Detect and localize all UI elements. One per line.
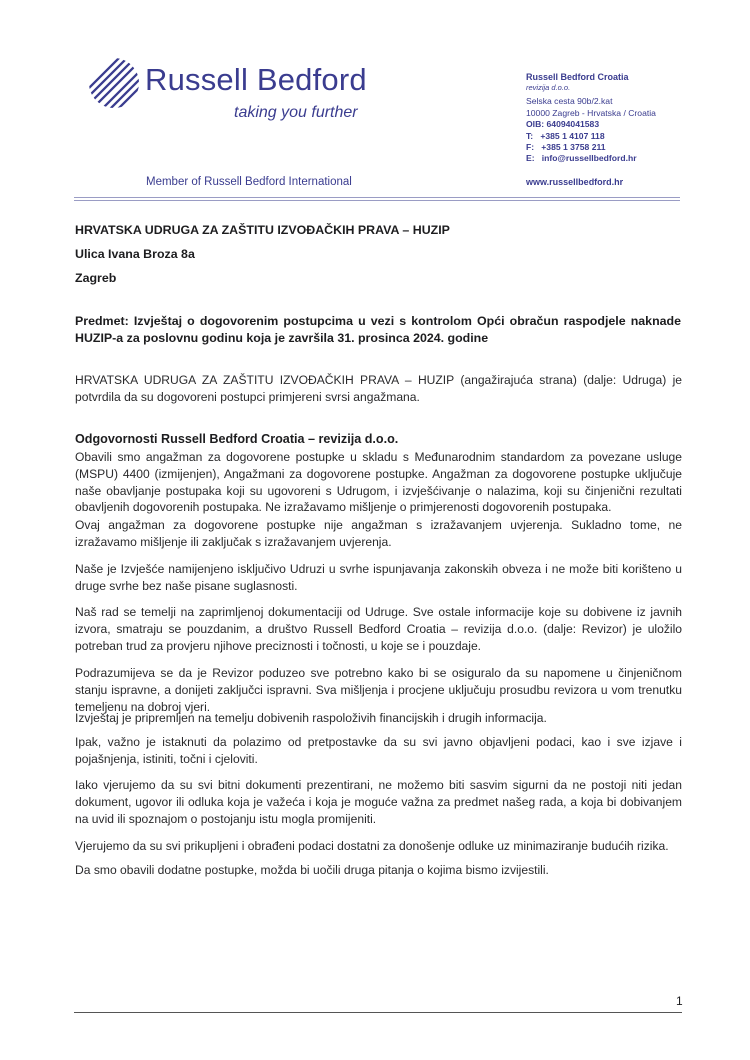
recipient-city: Zagreb — [75, 271, 117, 285]
contact-block — [526, 72, 656, 165]
body-paragraph: Obavili smo angažman za dogovorene postupke u skladu s Međunarodnim standardom za povezane usluge (MSPU) 4400 (izmijenjen), Angažmani za dogovorene postupke. Angažman za dogovorene postupke uključuje naše obavljanje postupaka koji su ugovoreni s Udrugom, i izvješćivanje o nalazima, koji su činjenični rezultati obavljenih dogovorenih postupaka. Ne izražavamo mišljenje o primjerenosti dogovorenih postupaka. — [75, 450, 682, 515]
subject-line: Predmet: Izvještaj o dogovorenim postupcima u vezi s kontrolom Opći obračun raspodjele naknade HUZIP-a za poslovnu godinu koja je završila 31. prosinca 2024. godine — [75, 314, 681, 345]
contact-tel: T: +385 1 4107 118 — [526, 130, 605, 141]
contact-fax: F: +385 1 3758 211 — [526, 142, 606, 153]
section-title: Odgovornosti Russell Bedford Croatia – revizija d.o.o. — [75, 432, 399, 446]
website-link[interactable]: www.russellbedford.hr — [526, 177, 624, 187]
contact-firm: Russell Bedford Croatia — [526, 72, 629, 82]
body-paragraph: Naše je Izvješće namijenjeno isključivo Udruzi u svrhe ispunjavanja zakonskih obveza i ne može biti korišteno u druge svrhe bez naše pisane suglasnosti. — [75, 562, 682, 593]
header-divider — [74, 197, 680, 198]
body-paragraph: Vjerujemo da su svi prikupljeni i obrađeni podaci dostatni za donošenje odluke uz minimaziranje budućih rizika. — [75, 839, 669, 853]
body-paragraph: Izvještaj je pripremljen na temelju dobivenih raspoloživih financijskih i drugih informacija. — [75, 711, 547, 725]
contact-firm-sub: revizija d.o.o. — [526, 83, 571, 93]
body-paragraph: Ipak, važno je istaknuti da polazimo od pretpostavke da su svi javno objavljeni podaci, kao i sve izjave i pojašnjenja, istiniti, točni i cjeloviti. — [75, 735, 682, 766]
body-paragraph: Podrazumijeva se da je Revizor poduzeo sve potrebno kako bi se osiguralo da su napomene u činjeničnom stanju ispravne, a donijeti zaključci ispravni. Sva mišljenja i procjene uključuju prosudbu revizora u vom trenutku temeljenu na dobroj vjeri. — [75, 666, 682, 714]
intro-paragraph: HRVATSKA UDRUGA ZA ZAŠTITU IZVOĐAČKIH PRAVA – HUZIP (angažirajuća strana) (dalje: Udruga) je potvrdila da su dogovoreni postupci primjereni svrsi angažmana. — [75, 373, 682, 404]
body-paragraph: Da smo obavili dodatne postupke, možda bi uočili druga pitanja o kojima bismo izvijestili. — [75, 863, 549, 877]
contact-oib: OIB: 64094041583 — [526, 119, 600, 130]
member-line: Member of Russell Bedford International — [146, 176, 352, 188]
body-paragraph: Naš rad se temelji na zaprimljenoj dokumentaciji od Udruge. Sve ostale informacije koje su dobivene iz javnih izvora, smatraju se pouzdanim, a društvo Russell Bedford Croatia – revizija d.o.o. (dalje: Revizor) je uložilo potreban trud za provjeru njihove preciznosti i točnosti, u koje se i pouzdaje. — [75, 605, 682, 653]
contact-street: Selska cesta 90b/2.kat — [526, 96, 613, 107]
contact-city: 10000 Zagreb - Hrvatska / Croatia — [526, 107, 656, 118]
brand-tagline: taking you further — [234, 104, 358, 121]
contact-email[interactable]: E: info@russellbedford.hr — [526, 153, 637, 164]
body-paragraph: Ovaj angažman za dogovorene postupke nije angažman s izražavanjem uvjerenja. Sukladno tome, ne izražavamo mišljenje ili zaključak s izražavanjem uvjerenja. — [75, 518, 682, 549]
recipient-street: Ulica Ivana Broza 8a — [75, 247, 195, 261]
body-paragraph: Iako vjerujemo da su svi bitni dokumenti prezentirani, ne možemo biti sasvim sigurni da ne postoji niti jedan dokument, ugovor ili odluka koja je važeća i koja je moguće važna za predmet našeg rada, a koja bi dobivanjem na uvid ili spoznajom o postojanju istu mogla promijeniti. — [75, 778, 682, 826]
recipient-name: HRVATSKA UDRUGA ZA ZAŠTITU IZVOĐAČKIH PRAVA – HUZIP — [75, 223, 450, 237]
footer-divider — [74, 1012, 682, 1013]
russell-bedford-logo-icon — [88, 57, 140, 109]
page-number: 1 — [676, 994, 683, 1008]
header-divider-secondary — [74, 200, 680, 201]
brand-name: Russell Bedford — [145, 62, 367, 97]
